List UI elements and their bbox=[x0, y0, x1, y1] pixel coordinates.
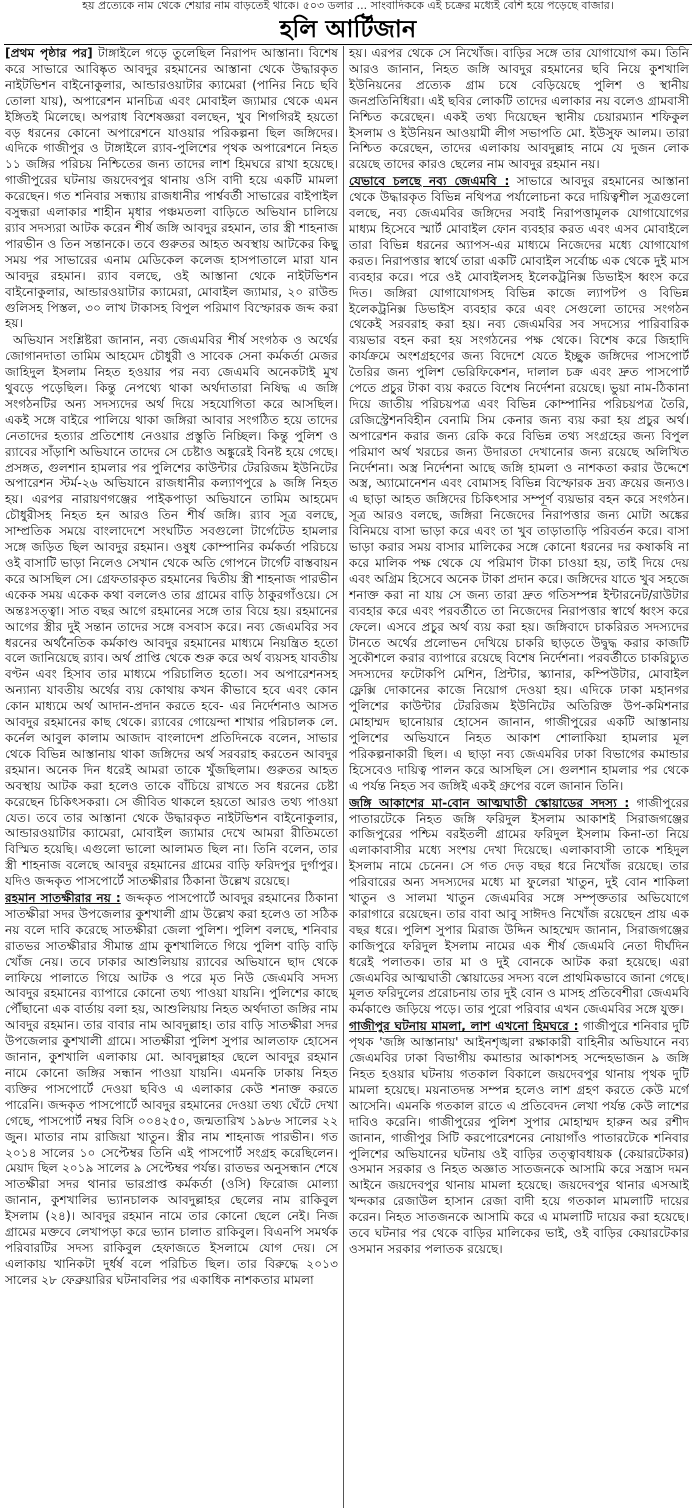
subsection-rahman-satkhira-text: জব্দকৃত পাসপোর্টে আবদুর রহমানের ঠিকানা সাতক্ষীরা সদর উপজেলার কুশখালী গ্রাম উল্লেখ করা হলেও তা সঠিক নয় বলে দাবি করেছে সাতক্ষীরা জেলা পুলিশ। পুলিশ বলছে, শনিবার রাতভর সাতক্ষীরার সীমান্ত গ্রাম কুশখালিতে গিয়ে পুলিশ বাড়ি বাড়ি খোঁজ নেয়। তবে ঢাকার আশুলিয়ায় র‌্যাবের অভিযানে ছাদ থেকে লাফিয়ে পালাতে গিয়ে আটক ও পরে মৃত নিউ জেএমবি সদস্য আবদুর রহমানের ব্যাপারে কোনো তথ্য পাওয়া যায়নি। পুলিশের কাছে পৌঁছানো এক বার্তায় বলা হয়, আশুলিয়ায় নিহত অর্থদাতা জঙ্গির নাম আবদুর রহমান। তার বাবার নাম আবদুল্লাহ। তার বাড়ি সাতক্ষীরা সদর উপজেলার কুশখালী গ্রামে। সাতক্ষীরা পুলিশ সুপার আলতাফ হোসেন জানান, কুশখালি এলাকায় মো. আবদুল্লাহর ছেলে আবদুর রহমান নামে কোনো জঙ্গির সন্ধান পাওয়া যায়নি। এমনকি ঢাকায় নিহত ব্যক্তির পাসপোর্টে দেওয়া ছবিও এ এলাকার কেউ শনাক্ত করতে পারেনি। জব্দকৃত পাসপোর্টে আবদুর রহমানের দেওয়া তথ্য ঘেঁটে দেখা গেছে, পাসপোর্ট নম্বর বিসি ০০৪২৫০, জন্মতারিখ ১৯৮৬ সালের ২২ জুন। মাতার নাম রাজিয়া খাতুন। স্ত্রীর নাম শাহনাজ পারভীন। গত ২০১৪ সালের ১০ সেপ্টেম্বর তিনি এই পাসপোর্ট সংগ্রহ করেছিলেন। মেয়াদ ছিল ২০১৯ সালের ৯ সেপ্টেম্বর পর্যন্ত। রাতভর অনুসন্ধান শেষে সাতক্ষীরা সদর থানার ভারপ্রাপ্ত কর্মকর্তা (ওসি) ফিরোজ মোল্যা জানান, কুশখালির ভ্যানচালক আবদুল্লাহর ছেলের নাম রাকিবুল ইসলাম (২৪)। আবদুর রহমান নামে তার কোনো ছেলে নেই। নিজ গ্রামের মক্তবে লেখাপড়া করে ভ্যান চালাত রাকিবুল। বিএনপি সমর্থক পরিবারটির সদস্য রাকিবুল হেফাজতে ইসলামে যোগ দেয়। সে এলাকায় খানিকটা দুর্ধর্ষ বলে পরিচিত ছিল। তার বিরুদ্ধে ২০১৩ সালের ২৮ ফেব্রুয়ারির ঘটনাবলির পর একাধিক নাশকতার মামলা bbox=[5, 891, 338, 1287]
subsection-neo-jmb bbox=[349, 174, 689, 794]
subheading-neo-jmb: যেভাবে চলছে নব্য জেএমবি : bbox=[349, 174, 510, 189]
headline-rule bbox=[4, 44, 692, 45]
right-intro-paragraph: হয়। এরপর থেকে সে নিখোঁজ। বাড়ির সঙ্গে তার যোগাযোগ কম। তিনি আরও জানান, নিহত জঙ্গি আবদুর রহমানের ছবি নিয়ে কুশখালি ইউনিয়নের প্রত্যেক গ্রাম চষে বেড়িয়েছে পুলিশ ও স্থানীয় জনপ্রতিনিধিরা। এই ছবির লোকটি তাদের এলাকার নয় বলেও গ্রামবাসী নিশ্চিত করেছেন। একই তথ্য দিয়েছেন স্থানীয় চেয়ারম্যান শফিকুল ইসলাম ও ইউনিয়ন আওয়ামী লীগ সভাপতি মো. ইউসুফ আলম। তারা নিশ্চিত করেছেন, তাদের এলাকায় আবদুল্লাহ নামে যে দুজন লোক রয়েছে তাদের কারও ছেলের নাম আবদুর রহমান নয়। bbox=[349, 46, 689, 172]
subsection-gazipur-case-text: গাজীপুরে শনিবার দুটি পৃথক 'জঙ্গি আস্তানায়' আইনশৃঙ্খলা রক্ষাকারী বাহিনীর অভিযানে নব্য জেএমবির ঢাকা বিভাগীয় কমান্ডার আকাশসহ সন্দেহভাজন ৯ জঙ্গি নিহত হওয়ার ঘটনায় গতকাল বিকালে জয়দেবপুর থানায় পৃথক দুটি মামলা হয়েছে। ময়নাতদন্ত সম্পন্ন হলেও লাশ গ্রহণ করতে কেউ মর্গে আসেনি। এমনকি গতকাল রাতে এ প্রতিবেদন লেখা পর্যন্ত কেউ লাশের দাবিও করেনি। গাজীপুরের পুলিশ সুপার মোহাম্মদ হারুন অর রশীদ জানান, গাজীপুর সিটি করপোরেশনের নোয়াগাঁও পাতারটেকে শনিবার পুলিশের অভিযানের ঘটনায় ওই বাড়ির তত্ত্বাবধায়ক (কেয়ারটেকার) ওসমান সরকার ও নিহত অজ্ঞাত সাতজনকে আসামি করে সন্ত্রাস দমন আইনে জয়দেবপুর থানায় মামলা হয়েছে। জয়দেবপুর থানার এসআই খন্দকার রেজাউল হাসান রেজা বাদী হয়ে গতকাল মামলাটি দায়ের করেন। নিহত সাতজনকে আসামি করে এ মামলাটি দায়ের করা হয়েছে। তবে ঘটনার পর থেকে বাড়ির মালিকের ভাই, ওই বাড়ির কেয়ারটেকার ওসমান সরকার পলাতক রয়েছে। bbox=[349, 1019, 689, 1256]
article-headline: হলি আর্টিজান bbox=[279, 15, 417, 43]
right-column bbox=[349, 46, 689, 1508]
subsection-akash-family-text: গাজীপুরের পাতারটেকে নিহত জঙ্গি ফরিদুল ইসলাম আকাশই সিরাজগঞ্জের কাজিপুরের পশ্চিম বরইতলী গ্রামের ফরিদুল ইসলাম কিনা-তা নিয়ে এলাকাবাসীর মধ্যে সংশয় দেখা দিয়েছে। এলাকাবাসী তাকে শহিদুল ইসলাম নামে চেনেন। সে গত দেড় বছর ধরে নিখোঁজ রয়েছে। তার পরিবারের অন্য সদস্যদের মধ্যে মা ফুলেরা খাতুন, দুই বোন শাকিলা খাতুন ও সালমা খাতুন জেএমবির সঙ্গে সম্পৃক্ততার অভিযোগে কারাগারে রয়েছেন। তার বাবা আবু সাঈদও নিখোঁজ রয়েছেন প্রায় এক বছর ধরে। পুলিশ সুপার মিরাজ উদ্দিন আহম্মেদ জানান, সিরাজগঞ্জের কাজিপুরে ফরিদুল ইসলাম নামের এক শীর্ষ জেএমবি নেতা দীর্ঘদিন ধরেই পলাতক। তার মা ও দুই বোনকে আটক করা হয়েছে। এরা জেএমবির আত্মঘাতী স্কোয়াডের সদস্য বলে প্রাথমিকভাবে জানা গেছে। মূলত ফরিদুলের প্ররোচনায় তার দুই বোন ও মাসহ প্রতিবেশীরা জেএমবি কর্মকাণ্ডে জড়িয়ে পড়ে। তার পুরো পরিবার এখন জেএমবির সঙ্গে যুক্ত। bbox=[349, 795, 689, 1017]
subsection-neo-jmb-text: সাভারে আবদুর রহমানের আস্তানা থেকে উদ্ধারকৃত বিভিন্ন নথিপত্র পর্যালোচনা করে দায়িত্বশীল সূত্রগুলো বলছে, নব্য জেএমবির জঙ্গিদের সবাই নিরাপত্তামূলক যোগাযোগের মাধ্যম হিসেবে স্মার্ট মোবাইল ফোন ব্যবহার করত এবং এসব মোবাইলে তারা বিভিন্ন ধরনের অ্যাপস-এর মাধ্যমে নিজেদের মধ্যে যোগাযোগ করত। নিরাপত্তার স্বার্থে তারা একটি মোবাইল সর্বোচ্চ এক থেকে দুই মাস ব্যবহার করে। পরে ওই মোবাইলসহ ইলেকট্রনিক্স ডিভাইস ধ্বংস করে দিত। জঙ্গিরা যোগাযোগসহ বিভিন্ন কাজে ল্যাপটপ ও বিভিন্ন ইলেকট্রনিক্স ডিভাইস ব্যবহার করে এবং সেগুলো তাদের সংগঠন থেকেই সরবরাহ করা হয়। নব্য জেএমবির সব সদস্যের পারিবারিক ব্যয়ভার বহন করা হয় সংগঠনের পক্ষ থেকে। বিশেষ করে জিহাদি কার্যক্রমে অংশগ্রহণের জন্য বিদেশে যেতে ইচ্ছুক জঙ্গিদের পাসপোর্ট তৈরির জন্য পুলিশ ভেরিফিকেশন, দালাল চক্র এবং দ্রুত পাসপোর্ট পেতে প্রচুর টাকা ব্যয় করতে বিশেষ নির্দেশনা রয়েছে। ভুয়া নাম-ঠিকানা দিয়ে জাতীয় পরিচয়পত্র এবং বিভিন্ন কোম্পানির পরিচয়পত্র তৈরি, রেজিস্ট্রেশনবিহীন বেনামি সিম কেনার জন্য ব্যয় করা হয় প্রচুর অর্থ। অপারেশন করার জন্য রেকি করে বিভিন্ন তথ্য সংগ্রহের জন্য বিপুল পরিমাণ অর্থ খরচের জন্য উদারতা দেখানোর জন্য রয়েছে অলিখিত নির্দেশনা। অস্ত্র নির্দেশনা আছে জঙ্গি হামলা ও নাশকতা করার উদ্দেশে অস্ত্র, অ্যামোনেশন এবং বোমাসহ বিভিন্ন বিস্ফোরক দ্রব্য ক্রয়ের জন্যও। এ ছাড়া আহত জঙ্গিদের চিকিৎসার সম্পূর্ণ ব্যয়ভার বহন করে সংগঠন। সূত্র আরও বলছে, জঙ্গিরা নিজেদের নিরাপত্তার জন্য মোটা অঙ্কের বিনিময়ে বাসা ভাড়া করে এবং তা খুব তাড়াতাড়ি পরিবর্তন করে। বাসা ভাড়া করার সময় বাসার মালিকের সঙ্গে কোনো ধরনের দর কষাকষি না করে মালিক পক্ষ থেকে যে পরিমাণ টাকা চাওয়া হয়, তাই দিয়ে দেয় এবং অগ্রিম হিসেবে অনেক টাকা প্রদান করে। জঙ্গিদের যাতে খুব সহজে শনাক্ত করা না যায় সে জন্য তারা দ্রুত গতিসম্পন্ন ইন্টারনেট/রাউটার ব্যবহার করে এবং পরবর্তীতে তা নিজেদের নিরাপত্তার স্বার্থে ধ্বংস করে ফেলে। এসবে প্রচুর অর্থ ব্যয় করা হয়। জঙ্গিবাদে চাকরিরত সদস্যদের টানতে অর্থের প্রলোভন দেখিয়ে চাকরি ছাড়তে উদ্বুদ্ধ করার কাজটি সুকৌশলে করার ব্যাপারে রয়েছে বিশেষ নির্দেশনা। পরবর্তীতে চাকরিচ্যুত সদস্যদের ফটোকপি মেশিন, প্রিন্টার, স্ক্যানার, কম্পিউটার, মোবাইল ফ্লেক্সি দোকানের কাজে নিয়োগ দেওয়া হয়। এদিকে ঢাকা মহানগর পুলিশের কাউন্টার টেররিজম ইউনিটের অতিরিক্ত উপ-কমিশনার মোহাম্মদ ছানোয়ার হোসেন জানান, গাজীপুরের একটি আস্তানায় পুলিশের অভিযানে নিহত আকাশ শোলাকিয়া হামলার মূল পরিকল্পনাকারী ছিল। এ ছাড়া নব্য জেএমবির ঢাকা বিভাগের কমান্ডার হিসেবেও দায়িত্ব পালন করে আসছিল সে। গুলশান হামলার পর থেকে এ পর্যন্ত নিহত সব জঙ্গিই একই গ্রুপের বলে জানান তিনি। bbox=[349, 174, 689, 793]
subsection-akash-family bbox=[349, 796, 689, 1019]
subheading-rahman-satkhira: রহমান সাতক্ষীরার নয় : bbox=[5, 891, 121, 906]
subsection-gazipur-case bbox=[349, 1019, 689, 1258]
continuation-lead: [প্রথম পৃষ্ঠার পর] bbox=[5, 46, 93, 60]
headline-container bbox=[0, 14, 696, 44]
left-paragraph-2: অভিযান সংশ্লিষ্টরা জানান, নব্য জেএমবির শীর্ষ সংগঠক ও অর্থের জোগানদাতা তামিম আহমেদ চৌধুরী ও সাবেক সেনা কর্মকর্তা মেজর জাহিদুল ইসলাম নিহত হওয়ার পর নব্য জেএমবি অনেকটাই মুখ থুবড়ে পড়েছিল। কিন্তু নেপথ্যে থাকা অর্থদাতারা নিষিদ্ধ এ জঙ্গি সংগঠনটির অন্য সদস্যদের অর্থ দিয়ে সহযোগিতা করে আসছিল। একই সঙ্গে বাইরে পালিয়ে থাকা জঙ্গিরা আবার সংগঠিত হয়ে তাদের নেতাদের হত্যার প্রতিশোধ নেওয়ার প্রস্তুতি নিচ্ছিল। কিন্তু পুলিশ ও র‌্যাবের সাঁড়াশি অভিযানে তাদের সে চেষ্টাও অঙ্কুরেই বিনষ্ট হয়ে গেছে। প্রসঙ্গত, গুলশান হামলার পর পুলিশের কাউন্টার টেররিজম ইউনিটের অপারেশন স্টর্ম-২৬ অভিযানে রাজধানীর কল্যাণপুরে ৯ জঙ্গি নিহত হয়। এরপর নারায়ণগঞ্জের পাইকপাড়া অভিযানে তামিম আহমেদ চৌধুরীসহ নিহত হন আরও তিন শীর্ষ জঙ্গি। র‌্যাব সূত্র বলছে, সাম্প্রতিক সময়ে বাংলাদেশে সংঘটিত সবগুলো টার্গেটেড হামলার সঙ্গে জড়িত ছিল আবদুর রহমান। ওষুধ কোম্পানির কর্মকর্তা পরিচয়ে ওই বাসাটি ভাড়া নিলেও সেখান থেকে অতি গোপনে টার্গেট বাস্তবায়ন করে আসছিল সে। গ্রেফতারকৃত রহমানের দ্বিতীয় স্ত্রী শাহনাজ পারভীন একেক সময় একেক কথা বললেও তার গ্রামের বাড়ি ঠাকুরগাঁওয়ে। সে অন্তঃসত্ত্বা। সাত বছর আগে রহমানের সঙ্গে তার বিয়ে হয়। রহমানের আগের স্ত্রীর দুই সন্তান তাদের সঙ্গে বসবাস করে। নব্য জেএমবির সব ধরনের অর্থনৈতিক কর্মকাণ্ড আবদুর রহমানের মাধ্যমে নিয়ন্ত্রিত হতো বলে জানিয়েছে র‌্যাব। অর্থ প্রাপ্তি থেকে শুরু করে অর্থ ব্যয়সহ যাবতীয় বণ্টন এবং হিসাব তার মাধ্যমে পরিচালিত হতো। সব অপারেশনসহ অন্যান্য যাবতীয় অর্থের ব্যয় কোথায় কখন কীভাবে হবে এবং কোন কোন মাধ্যমে অর্থ আদান-প্রদান করতে হবে- এর নির্দেশনাও আসত আবদুর রহমানের কাছ থেকে। র‌্যাবের গোয়েন্দা শাখার পরিচালক লে. কর্নেল আবুল কালাম আজাদ বাংলাদেশ প্রতিদিনকে বলেন, সাভার থেকে বিভিন্ন আস্তানায় থাকা জঙ্গিদের অর্থ সরবরাহ করতেন আবদুর রহমান। অনেক দিন ধরেই আমরা তাকে খুঁজছিলাম। গুরুতর আহত অবস্থায় আটক করা হলেও তাকে বাঁচিয়ে রাখতে সব ধরনের চেষ্টা করেছেন চিকিৎসকরা। সে জীবিত থাকলে হয়তো আরও তথ্য পাওয়া যেত। তবে তার আস্তানা থেকে উদ্ধারকৃত নাইটভিশন বাইনোকুলার, আন্ডারওয়াটার ক্যামেরা, মোবাইল জ্যামার দেখে আমরা রীতিমতো বিস্মিত হয়েছি। এগুলো ভালো আলামত ছিল না। তিনি বলেন, তার স্ত্রী শাহনাজ বলেছে আবদুর রহমানের গ্রামের বাড়ি ফরিদপুর দুর্গাপুর। যদিও জব্দকৃত পাসপোর্টে সাতক্ষীরার ঠিকানা উল্লেখ রয়েছে। bbox=[5, 333, 338, 889]
left-column bbox=[5, 46, 338, 1508]
top-strip-text: হয় প্রত্যেকে নাম থেকে শেয়ার নাম বাড়তেই থাকে। ৫০৩ ডলার ... সাংবাদিককে এই চক্রের মধ্যেই বেশি হয়ে পড়েছে বাজার। bbox=[82, 0, 614, 12]
left-intro-paragraph bbox=[5, 46, 338, 332]
subheading-gazipur-case: গাজীপুর ঘটনায় মামলা, লাশ এখনো হিমঘরে : bbox=[349, 1019, 579, 1034]
subsection-rahman-satkhira bbox=[5, 891, 338, 1289]
column-divider bbox=[343, 46, 344, 1508]
left-intro-text: টাঙ্গাইলে গড়ে তুলেছিল নিরাপদ আস্তানা। বিশেষ করে সাভারে আবিষ্কৃত আবদুর রহমানের আস্তানা থেকে উদ্ধারকৃত নাইটভিশন বাইনোকুলার, আন্ডারওয়াটার ক্যামেরা (পানির নিচে ছবি তোলা যায়), অপারেশন মানচিত্র এবং মোবাইল জ্যামার থেকে এমন ইঙ্গিতই মিলেছে। অপরাধ বিশেষজ্ঞরা বলছেন, খুব শিগগিরই হয়তো বড় ধরনের কোনো অপারেশনে যাওয়ার পরিকল্পনা ছিল জঙ্গিদের। এদিকে গাজীপুর ও টাঙ্গাইলে র‌্যাব-পুলিশের পৃথক অপারেশনে নিহত ১১ জঙ্গির পরিচয় নিশ্চিতের জন্য তাদের লাশ হিমঘরে রাখা হয়েছে। গাজীপুরের ঘটনায় জয়দেবপুর থানায় ওসি বাদী হয়ে একটি মামলা করেছেন। গত শনিবার সন্ধ্যায় রাজধানীর পার্শ্ববর্তী সাভারের বাইপাইল বসুন্ধরা এলাকার শাহীন মৃধার পঞ্চমতলা বাড়িতে অভিযান চালিয়ে র‌্যাব সদস্যরা আটক করেন শীর্ষ জঙ্গি আবদুর রহমান, তার স্ত্রী শাহনাজ পারভীন ও তিন সন্তানকে। তবে গুরুতর আহত অবস্থায় আটকের কিছু সময় পর সাভারের এনাম মেডিকেল কলেজ হাসপাতালে মারা যান আবদুর রহমান। র‌্যাব বলছে, ওই আস্তানা থেকে নাইটভিশন বাইনোকুলার, আন্ডারওয়াটার ক্যামেরা, মোবাইল জ্যামার, ২০ রাউন্ড গুলিসহ পিস্তল, ৩০ লাখ টাকাসহ বিপুল পরিমাণ বিস্ফোরক জব্দ করা হয়। bbox=[5, 46, 338, 331]
subheading-akash-family: জঙ্গি আকাশের মা-বোন আত্মঘাতী স্কোয়াডের সদস্য : bbox=[349, 795, 630, 810]
